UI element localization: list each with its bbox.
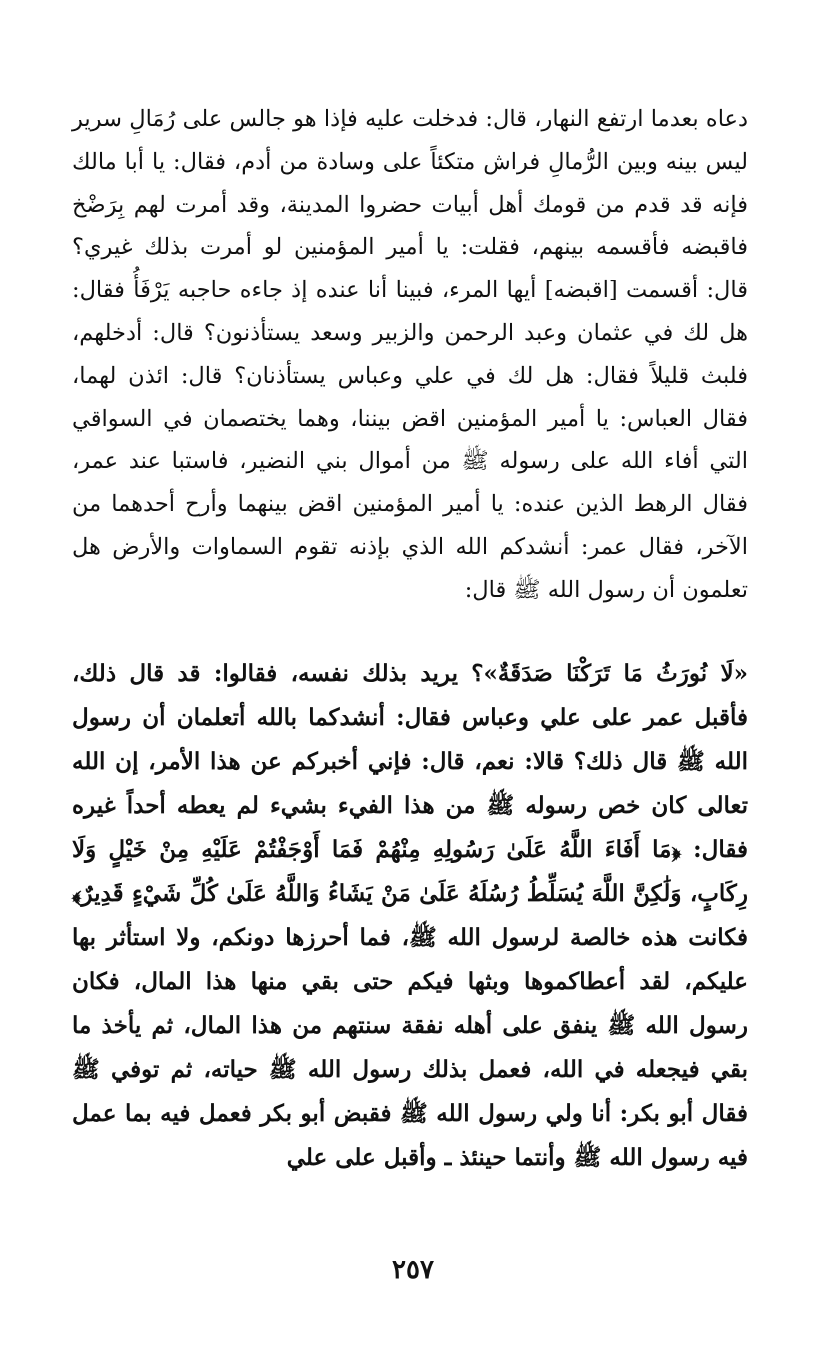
body-paragraph-regular: دعاه بعدما ارتفع النهار، قال: فدخلت عليه فإذا هو جالس على رُمَالِ سرير ليس بينه وبين الرُّمالِ فراش متكئاً على وسادة من أدم، فقال: يا أبا مالك فإنه قد قدم من قومك أهل أبيات حضروا المدينة، وقد أمرت لهم بِرَضْخ فاقبضه فأقسمه بينهم، فقلت: يا أمير المؤمنين لو أمرت بذلك غيري؟ قال: أقسمت [اقبضه] أيها المرء، فبينا أنا عنده إذ جاءه حاجبه يَرْفَأُ فقال: هل لك في عثمان وعبد الرحمن والزبير وسعد يستأذنون؟ قال: أدخلهم، فلبث قليلاً فقال: هل لك في علي وعباس يستأذنان؟ قال: ائذن لهما، فقال العباس: يا أمير المؤمنين اقض بيننا، وهما يختصمان في السواقي التي أفاء الله على رسوله ﷺ من أموال بني النضير، فاستبا عند عمر، فقال الرهط الذين عنده: يا أمير المؤمنين اقض بينهما وأرح أحدهما من الآخر، فقال عمر: أنشدكم الله الذي بإذنه تقوم السماوات والأرض هل تعلمون أن رسول الله ﷺ قال:	[72, 106, 748, 603]
body-paragraph-bold: «لَا نُورَثُ مَا تَرَكْنَا صَدَقَةٌ»؟ يريد بذلك نفسه، فقالوا: قد قال ذلك، فأقبل عمر على علي وعباس فقال: أنشدكما بالله أتعلمان أن رسول الله ﷺ قال ذلك؟ قالا: نعم، قال: فإني أخبركم عن هذا الأمر، إن الله تعالى كان خص رسوله ﷺ من هذا الفيء بشيء لم يعطه أحداً غيره فقال: ﴿مَا أَفَاءَ اللَّهُ عَلَىٰ رَسُولِهِ مِنْهُمْ فَمَا أَوْجَفْتُمْ عَلَيْهِ مِنْ خَيْلٍ وَلَا رِكَابٍ، وَلَٰكِنَّ اللَّهَ يُسَلِّطُ رُسُلَهُ عَلَىٰ مَنْ يَشَاءُ وَاللَّهُ عَلَىٰ كُلِّ شَيْءٍ قَدِيرٌ﴾ فكانت هذه خالصة لرسول الله ﷺ، فما أحرزها دونكم، ولا استأثر بها عليكم، لقد أعطاكموها وبثها فيكم حتى بقي منها هذا المال، فكان رسول الله ﷺ ينفق على أهله نفقة سنتهم من هذا المال، ثم يأخذ ما بقي فيجعله في الله، فعمل بذلك رسول الله ﷺ حياته، ثم توفي ﷺ فقال أبو بكر: أنا ولي رسول الله ﷺ فقبض أبو بكر فعمل فيه بما عمل فيه رسول الله ﷺ وأنتما حينئذ ـ وأقبل على علي	[72, 660, 748, 1171]
page-number: ٢٥٧	[392, 1255, 434, 1285]
